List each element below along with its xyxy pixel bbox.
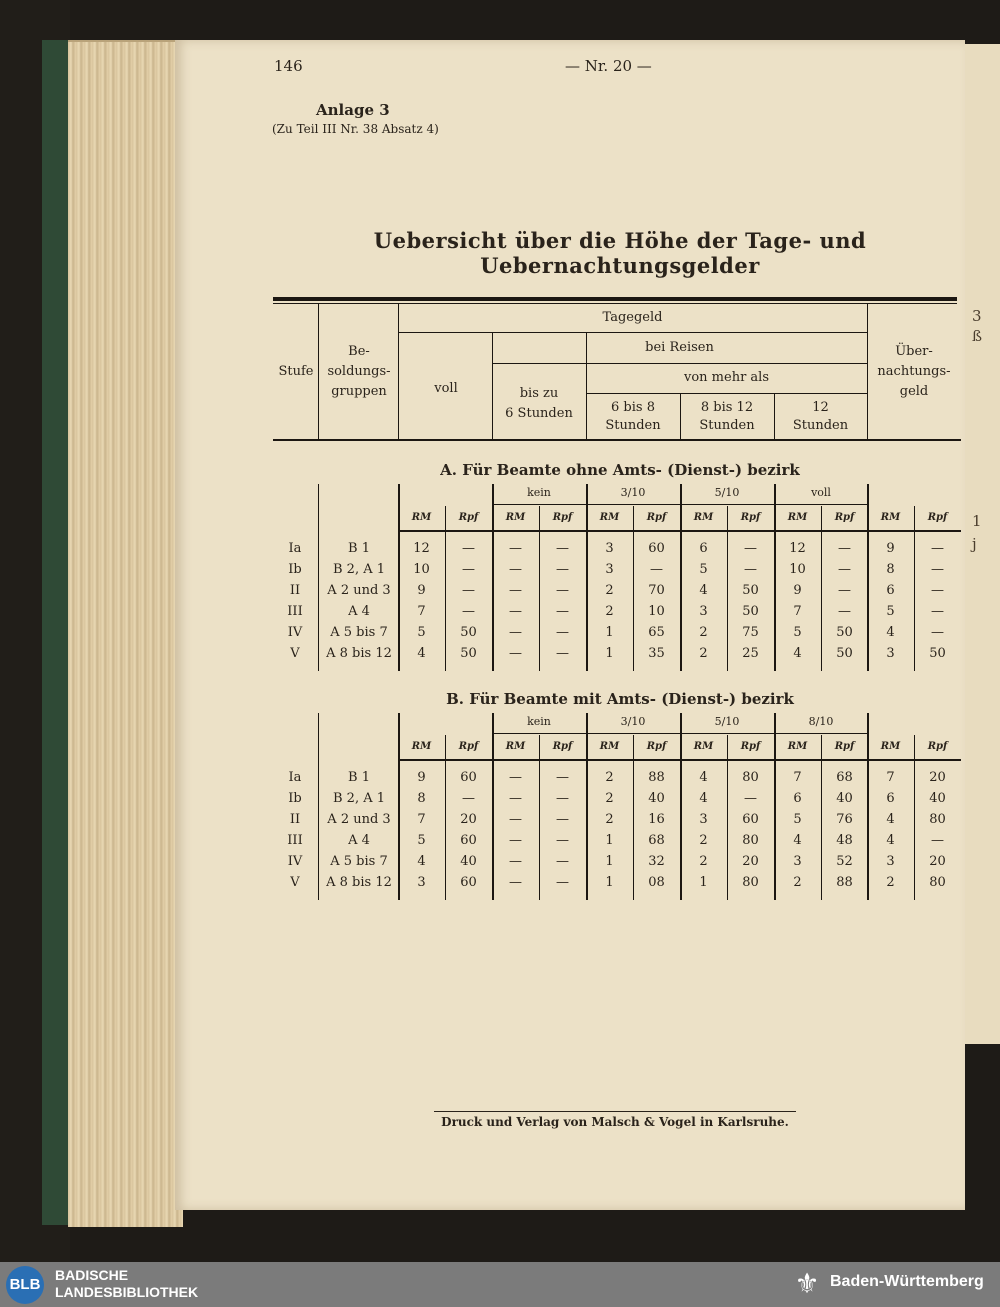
table-cell: 9 xyxy=(417,583,426,598)
table-cell: 8 xyxy=(886,562,895,577)
row-stufe: III xyxy=(287,833,303,848)
next-page-mark: 3 xyxy=(972,307,982,325)
table-cell: 5 xyxy=(699,562,708,577)
table-cell: 80 xyxy=(742,833,759,848)
annex-title: Anlage 3 xyxy=(316,101,390,119)
table-top-rule xyxy=(273,297,957,301)
table-cell: 40 xyxy=(836,791,853,806)
table-cell: 5 xyxy=(417,833,426,848)
table-cell: — xyxy=(931,833,944,848)
table-cell: — xyxy=(931,583,944,598)
unit-rpf: Rpf xyxy=(458,741,479,752)
table-cell: — xyxy=(509,875,522,890)
unit-rm: RM xyxy=(599,512,620,523)
unit-rm: RM xyxy=(693,512,714,523)
header-voll: voll xyxy=(434,381,458,396)
next-page-mark: ß xyxy=(972,327,983,345)
next-page-edge xyxy=(962,44,1000,1044)
header-6-8-stunden: Stunden xyxy=(605,418,661,433)
table-cell: 68 xyxy=(648,833,665,848)
divider xyxy=(398,530,961,532)
table-cell: — xyxy=(509,854,522,869)
table-cell: 20 xyxy=(460,812,477,827)
table-cell: 10 xyxy=(648,604,665,619)
table-cell: — xyxy=(556,812,569,827)
table-cell: — xyxy=(462,562,475,577)
table-cell: 1 xyxy=(699,875,708,890)
row-gruppe: A 8 bis 12 xyxy=(326,646,392,661)
table-cell: 50 xyxy=(742,604,759,619)
header-6-8: 6 bis 8 xyxy=(611,400,655,415)
table-cell: 3 xyxy=(605,562,614,577)
unit-rpf: Rpf xyxy=(834,512,855,523)
table-cell: 88 xyxy=(648,770,665,785)
table-cell: 2 xyxy=(605,583,614,598)
library-name-line-2: LANDESBIBLIOTHEK xyxy=(55,1284,199,1300)
table-cell: 9 xyxy=(793,583,802,598)
state-name[interactable]: Baden-Württemberg xyxy=(830,1273,984,1290)
table-cell: — xyxy=(556,791,569,806)
header-ueber-1: Über- xyxy=(895,344,933,359)
table-cell: — xyxy=(931,562,944,577)
unit-rm: RM xyxy=(880,741,901,752)
row-stufe: II xyxy=(289,583,301,598)
header-8-12-stunden: Stunden xyxy=(699,418,755,433)
unit-rm: RM xyxy=(505,512,526,523)
table-cell: 2 xyxy=(886,875,895,890)
table-cell: 12 xyxy=(789,541,806,556)
table-cell: 4 xyxy=(886,625,895,640)
unit-rpf: Rpf xyxy=(458,512,479,523)
table-cell: 88 xyxy=(836,875,853,890)
table-cell: 9 xyxy=(417,770,426,785)
table-cell: 4 xyxy=(793,833,802,848)
row-stufe: Ib xyxy=(288,791,302,806)
table-cell: 1 xyxy=(605,875,614,890)
unit-rpf: Rpf xyxy=(552,741,573,752)
table-cell: — xyxy=(556,854,569,869)
unit-rm: RM xyxy=(599,741,620,752)
imprint-rule xyxy=(434,1111,796,1112)
row-gruppe: A 2 und 3 xyxy=(327,812,391,827)
divider xyxy=(318,304,319,440)
table-cell: 2 xyxy=(699,833,708,848)
table-cell: 2 xyxy=(605,604,614,619)
header-von-mehr-als: von mehr als xyxy=(684,370,769,385)
header-besoldung-3: gruppen xyxy=(331,384,387,399)
table-cell: 76 xyxy=(836,812,853,827)
header-bei-reisen: bei Reisen xyxy=(645,340,714,355)
coat-of-arms-icon: ⚜ xyxy=(794,1267,820,1300)
unit-rpf: Rpf xyxy=(927,512,948,523)
table-cell: 40 xyxy=(648,791,665,806)
table-cell: 16 xyxy=(648,812,665,827)
row-gruppe: B 2, A 1 xyxy=(332,562,385,577)
table-cell: 75 xyxy=(742,625,759,640)
table-cell: — xyxy=(462,583,475,598)
table-cell: 2 xyxy=(699,854,708,869)
table-cell: 2 xyxy=(605,812,614,827)
table-cell: — xyxy=(556,604,569,619)
table-cell: 40 xyxy=(929,791,946,806)
row-gruppe: B 1 xyxy=(348,541,370,556)
table-cell: — xyxy=(462,541,475,556)
table-cell: — xyxy=(509,812,522,827)
table-cell: 6 xyxy=(886,583,895,598)
table-cell: 8 xyxy=(417,791,426,806)
divider xyxy=(398,759,961,761)
header-tagegeld: Tagegeld xyxy=(602,310,663,325)
row-stufe: II xyxy=(289,812,301,827)
row-gruppe: A 4 xyxy=(348,833,370,848)
table-cell: — xyxy=(556,562,569,577)
table-cell: — xyxy=(462,791,475,806)
table-cell: 7 xyxy=(886,770,895,785)
table-cell: 4 xyxy=(699,791,708,806)
table-cell: — xyxy=(838,604,851,619)
section-a-title: A. Für Beamte ohne Amts- (Dienst-) bezirk xyxy=(440,461,800,479)
header-8-12: 8 bis 12 xyxy=(700,400,754,415)
column-subhead: kein xyxy=(527,486,551,499)
unit-rpf: Rpf xyxy=(834,741,855,752)
table-cell: — xyxy=(556,646,569,661)
table-cell: 4 xyxy=(699,583,708,598)
divider xyxy=(492,363,867,364)
header-12: 12 xyxy=(812,400,829,415)
table-cell: 80 xyxy=(929,875,946,890)
row-gruppe: A 5 bis 7 xyxy=(330,854,388,869)
issue-number: — Nr. 20 — xyxy=(565,57,652,75)
unit-rpf: Rpf xyxy=(740,512,761,523)
imprint: Druck und Verlag von Malsch & Vogel in Karlsruhe. xyxy=(441,1115,789,1129)
row-stufe: IV xyxy=(287,854,303,869)
library-name[interactable] xyxy=(55,1267,198,1301)
table-cell: 60 xyxy=(460,875,477,890)
table-cell: 50 xyxy=(460,646,477,661)
row-stufe: Ia xyxy=(288,541,302,556)
table-cell: 3 xyxy=(699,604,708,619)
table-cell: 50 xyxy=(929,646,946,661)
table-cell: 4 xyxy=(793,646,802,661)
unit-rpf: Rpf xyxy=(927,741,948,752)
table-cell: 6 xyxy=(793,791,802,806)
table-cell: 7 xyxy=(793,604,802,619)
divider xyxy=(586,393,867,394)
row-gruppe: A 5 bis 7 xyxy=(330,625,388,640)
table-cell: — xyxy=(744,791,757,806)
header-besoldung-2: soldungs- xyxy=(327,364,391,379)
table-cell: — xyxy=(931,541,944,556)
table-cell: — xyxy=(556,541,569,556)
table-cell: 10 xyxy=(789,562,806,577)
table-cell: — xyxy=(509,583,522,598)
table-cell: — xyxy=(556,770,569,785)
row-stufe: V xyxy=(290,875,300,890)
table-cell: 2 xyxy=(699,625,708,640)
table-cell: 80 xyxy=(742,875,759,890)
header-6-stunden: 6 Stunden xyxy=(505,406,573,421)
table-cell: 50 xyxy=(836,625,853,640)
table-cell: — xyxy=(556,625,569,640)
unit-rpf: Rpf xyxy=(740,741,761,752)
unit-rpf: Rpf xyxy=(646,512,667,523)
divider xyxy=(398,332,867,333)
library-name-line-1: BADISCHE xyxy=(55,1267,129,1283)
table-cell: 2 xyxy=(793,875,802,890)
unit-rm: RM xyxy=(411,512,432,523)
section-b-title: B. Für Beamte mit Amts- (Dienst-) bezirk xyxy=(446,690,794,708)
table-cell: 9 xyxy=(886,541,895,556)
divider xyxy=(318,713,319,900)
blb-logo-icon[interactable]: BLB xyxy=(6,1266,44,1304)
table-cell: 7 xyxy=(417,604,426,619)
table-cell: 68 xyxy=(836,770,853,785)
table-cell: 20 xyxy=(742,854,759,869)
column-subhead: kein xyxy=(527,715,551,728)
column-subhead: 8/10 xyxy=(808,715,834,728)
table-cell: 7 xyxy=(793,770,802,785)
table-cell: 3 xyxy=(417,875,426,890)
table-cell: 25 xyxy=(742,646,759,661)
table-cell: 2 xyxy=(605,791,614,806)
table-cell: 5 xyxy=(793,625,802,640)
row-gruppe: A 2 und 3 xyxy=(327,583,391,598)
header-stufe: Stufe xyxy=(278,364,314,379)
page-number: 146 xyxy=(274,57,303,75)
divider xyxy=(492,504,867,505)
table-cell: 3 xyxy=(605,541,614,556)
header-12-stunden: Stunden xyxy=(792,418,849,433)
table-cell: — xyxy=(744,541,757,556)
table-cell: 1 xyxy=(605,625,614,640)
row-stufe: IV xyxy=(287,625,303,640)
unit-rm: RM xyxy=(411,741,432,752)
column-subhead: 3/10 xyxy=(620,715,646,728)
table-cell: — xyxy=(838,541,851,556)
unit-rm: RM xyxy=(787,741,808,752)
column-subhead: 3/10 xyxy=(620,486,646,499)
table-cell: 4 xyxy=(417,854,426,869)
table-cell: 60 xyxy=(742,812,759,827)
table-cell: 7 xyxy=(417,812,426,827)
table-cell: 50 xyxy=(742,583,759,598)
table-cell: — xyxy=(556,875,569,890)
row-gruppe: B 2, A 1 xyxy=(332,791,385,806)
table-cell: 08 xyxy=(648,875,665,890)
table-cell: — xyxy=(509,625,522,640)
table-cell: 80 xyxy=(929,812,946,827)
table-cell: 52 xyxy=(836,854,853,869)
row-gruppe: B 1 xyxy=(348,770,370,785)
row-stufe: III xyxy=(287,604,303,619)
table-cell: — xyxy=(838,562,851,577)
table-cell: 2 xyxy=(699,646,708,661)
header-ueber-2: nachtungs- xyxy=(877,364,951,379)
header-ueber-3: geld xyxy=(899,384,929,399)
table-cell: — xyxy=(838,583,851,598)
table-cell: 70 xyxy=(648,583,665,598)
unit-rpf: Rpf xyxy=(646,741,667,752)
next-page-mark: 1 xyxy=(972,512,982,530)
header-besoldung-1: Be- xyxy=(348,344,370,359)
table-cell: 4 xyxy=(417,646,426,661)
table-cell: 50 xyxy=(460,625,477,640)
table-cell: 3 xyxy=(699,812,708,827)
row-stufe: Ib xyxy=(288,562,302,577)
table-cell: 32 xyxy=(648,854,665,869)
table-cell: 6 xyxy=(886,791,895,806)
table-cell: 5 xyxy=(886,604,895,619)
table-cell: 4 xyxy=(699,770,708,785)
divider xyxy=(273,439,961,441)
table-cell: — xyxy=(509,541,522,556)
table-cell: 60 xyxy=(460,833,477,848)
table-cell: — xyxy=(931,604,944,619)
header-bis-zu: bis zu xyxy=(519,386,559,401)
row-gruppe: A 8 bis 12 xyxy=(326,875,392,890)
table-cell: — xyxy=(650,562,663,577)
table-cell: 65 xyxy=(648,625,665,640)
divider xyxy=(492,733,867,734)
table-cell: 3 xyxy=(793,854,802,869)
table-cell: — xyxy=(556,583,569,598)
table-cell: — xyxy=(931,625,944,640)
unit-rm: RM xyxy=(505,741,526,752)
table-cell: — xyxy=(462,604,475,619)
row-stufe: Ia xyxy=(288,770,302,785)
table-cell: 80 xyxy=(742,770,759,785)
table-cell: — xyxy=(556,833,569,848)
table-cell: 12 xyxy=(413,541,430,556)
table-cell: 60 xyxy=(460,770,477,785)
table-cell: 1 xyxy=(605,854,614,869)
divider xyxy=(318,484,319,671)
column-subhead: voll xyxy=(811,486,831,499)
table-top-rule-thin xyxy=(273,303,957,304)
table-cell: 6 xyxy=(699,541,708,556)
table-cell: 4 xyxy=(886,833,895,848)
unit-rm: RM xyxy=(880,512,901,523)
column-subhead: 5/10 xyxy=(714,715,740,728)
table-cell: — xyxy=(509,646,522,661)
page-edges xyxy=(68,40,183,1227)
row-gruppe: A 4 xyxy=(348,604,370,619)
table-cell: 1 xyxy=(605,833,614,848)
table-cell: 20 xyxy=(929,770,946,785)
table-cell: — xyxy=(509,604,522,619)
table-cell: 3 xyxy=(886,854,895,869)
table-cell: 5 xyxy=(417,625,426,640)
unit-rm: RM xyxy=(787,512,808,523)
table-cell: 1 xyxy=(605,646,614,661)
next-page-mark: j xyxy=(972,535,977,553)
table-cell: — xyxy=(744,562,757,577)
table-cell: 48 xyxy=(836,833,853,848)
annex-reference: (Zu Teil III Nr. 38 Absatz 4) xyxy=(272,122,439,136)
column-subhead: 5/10 xyxy=(714,486,740,499)
table-cell: 3 xyxy=(886,646,895,661)
table-cell: — xyxy=(509,562,522,577)
table-cell: — xyxy=(509,791,522,806)
table-cell: 20 xyxy=(929,854,946,869)
unit-rm: RM xyxy=(693,741,714,752)
table-cell: 35 xyxy=(648,646,665,661)
row-stufe: V xyxy=(290,646,300,661)
unit-rpf: Rpf xyxy=(552,512,573,523)
table-cell: 2 xyxy=(605,770,614,785)
table-cell: 4 xyxy=(886,812,895,827)
table-cell: — xyxy=(509,770,522,785)
table-cell: 50 xyxy=(836,646,853,661)
table-cell: 5 xyxy=(793,812,802,827)
page-title: Uebersicht über die Höhe der Tage- und Uebernachtungsgelder xyxy=(373,228,867,278)
table-cell: — xyxy=(509,833,522,848)
table-cell: 40 xyxy=(460,854,477,869)
table-cell: 10 xyxy=(413,562,430,577)
table-cell: 60 xyxy=(648,541,665,556)
